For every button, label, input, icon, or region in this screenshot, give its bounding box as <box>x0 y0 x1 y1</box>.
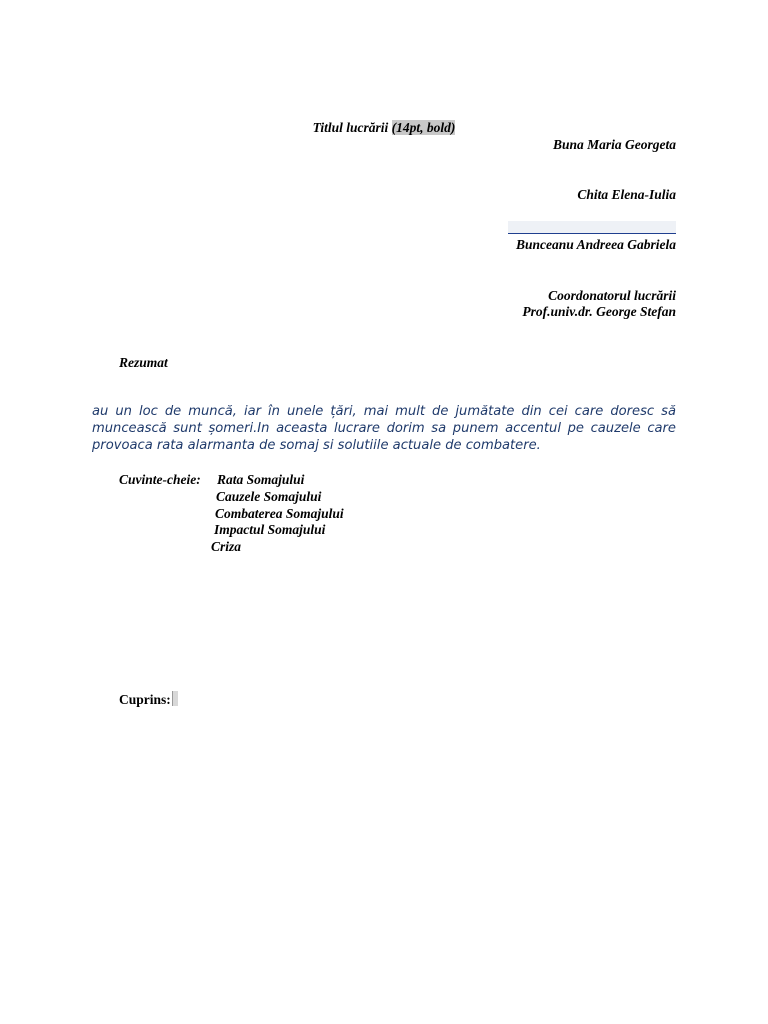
coordinator-name: Prof.univ.dr. George Stefan <box>522 304 676 319</box>
contents-heading <box>119 691 178 708</box>
abstract-text: au un loc de muncă, iar în unele țări, mai mult de jumătate din cei care doresc să muncească sunt șomeri.In aceasta lucrare dorim sa punem accentul pe cauzele care provoaca rata alarmanta de somaj si solutiile actuale de combatere. <box>92 404 676 453</box>
author-3: Bunceanu Andreea Gabriela <box>515 237 676 252</box>
coordinator-label: Coordonatorul lucrării <box>548 288 676 303</box>
keyword-item: Criza <box>211 539 242 554</box>
abstract-heading: Rezumat <box>119 355 168 370</box>
keyword-item: Impactul Somajului <box>214 522 326 537</box>
author-underline <box>508 221 676 234</box>
title-format-note: (14pt, bold) <box>391 120 456 135</box>
title-text: Titlul lucrării <box>312 120 389 135</box>
keywords-label: Cuvinte-cheie: <box>119 472 201 487</box>
author-2: Chita Elena-Iulia <box>577 187 676 202</box>
author-1: Buna Maria Georgeta <box>552 137 676 152</box>
keyword-item: Combaterea Somajului <box>215 506 344 521</box>
text-cursor[interactable] <box>172 691 178 706</box>
keyword-item: Rata Somajului <box>217 472 305 487</box>
document-title <box>0 120 768 136</box>
contents-label: Cuprins: <box>119 692 171 707</box>
keyword-item: Cauzele Somajului <box>216 489 322 504</box>
